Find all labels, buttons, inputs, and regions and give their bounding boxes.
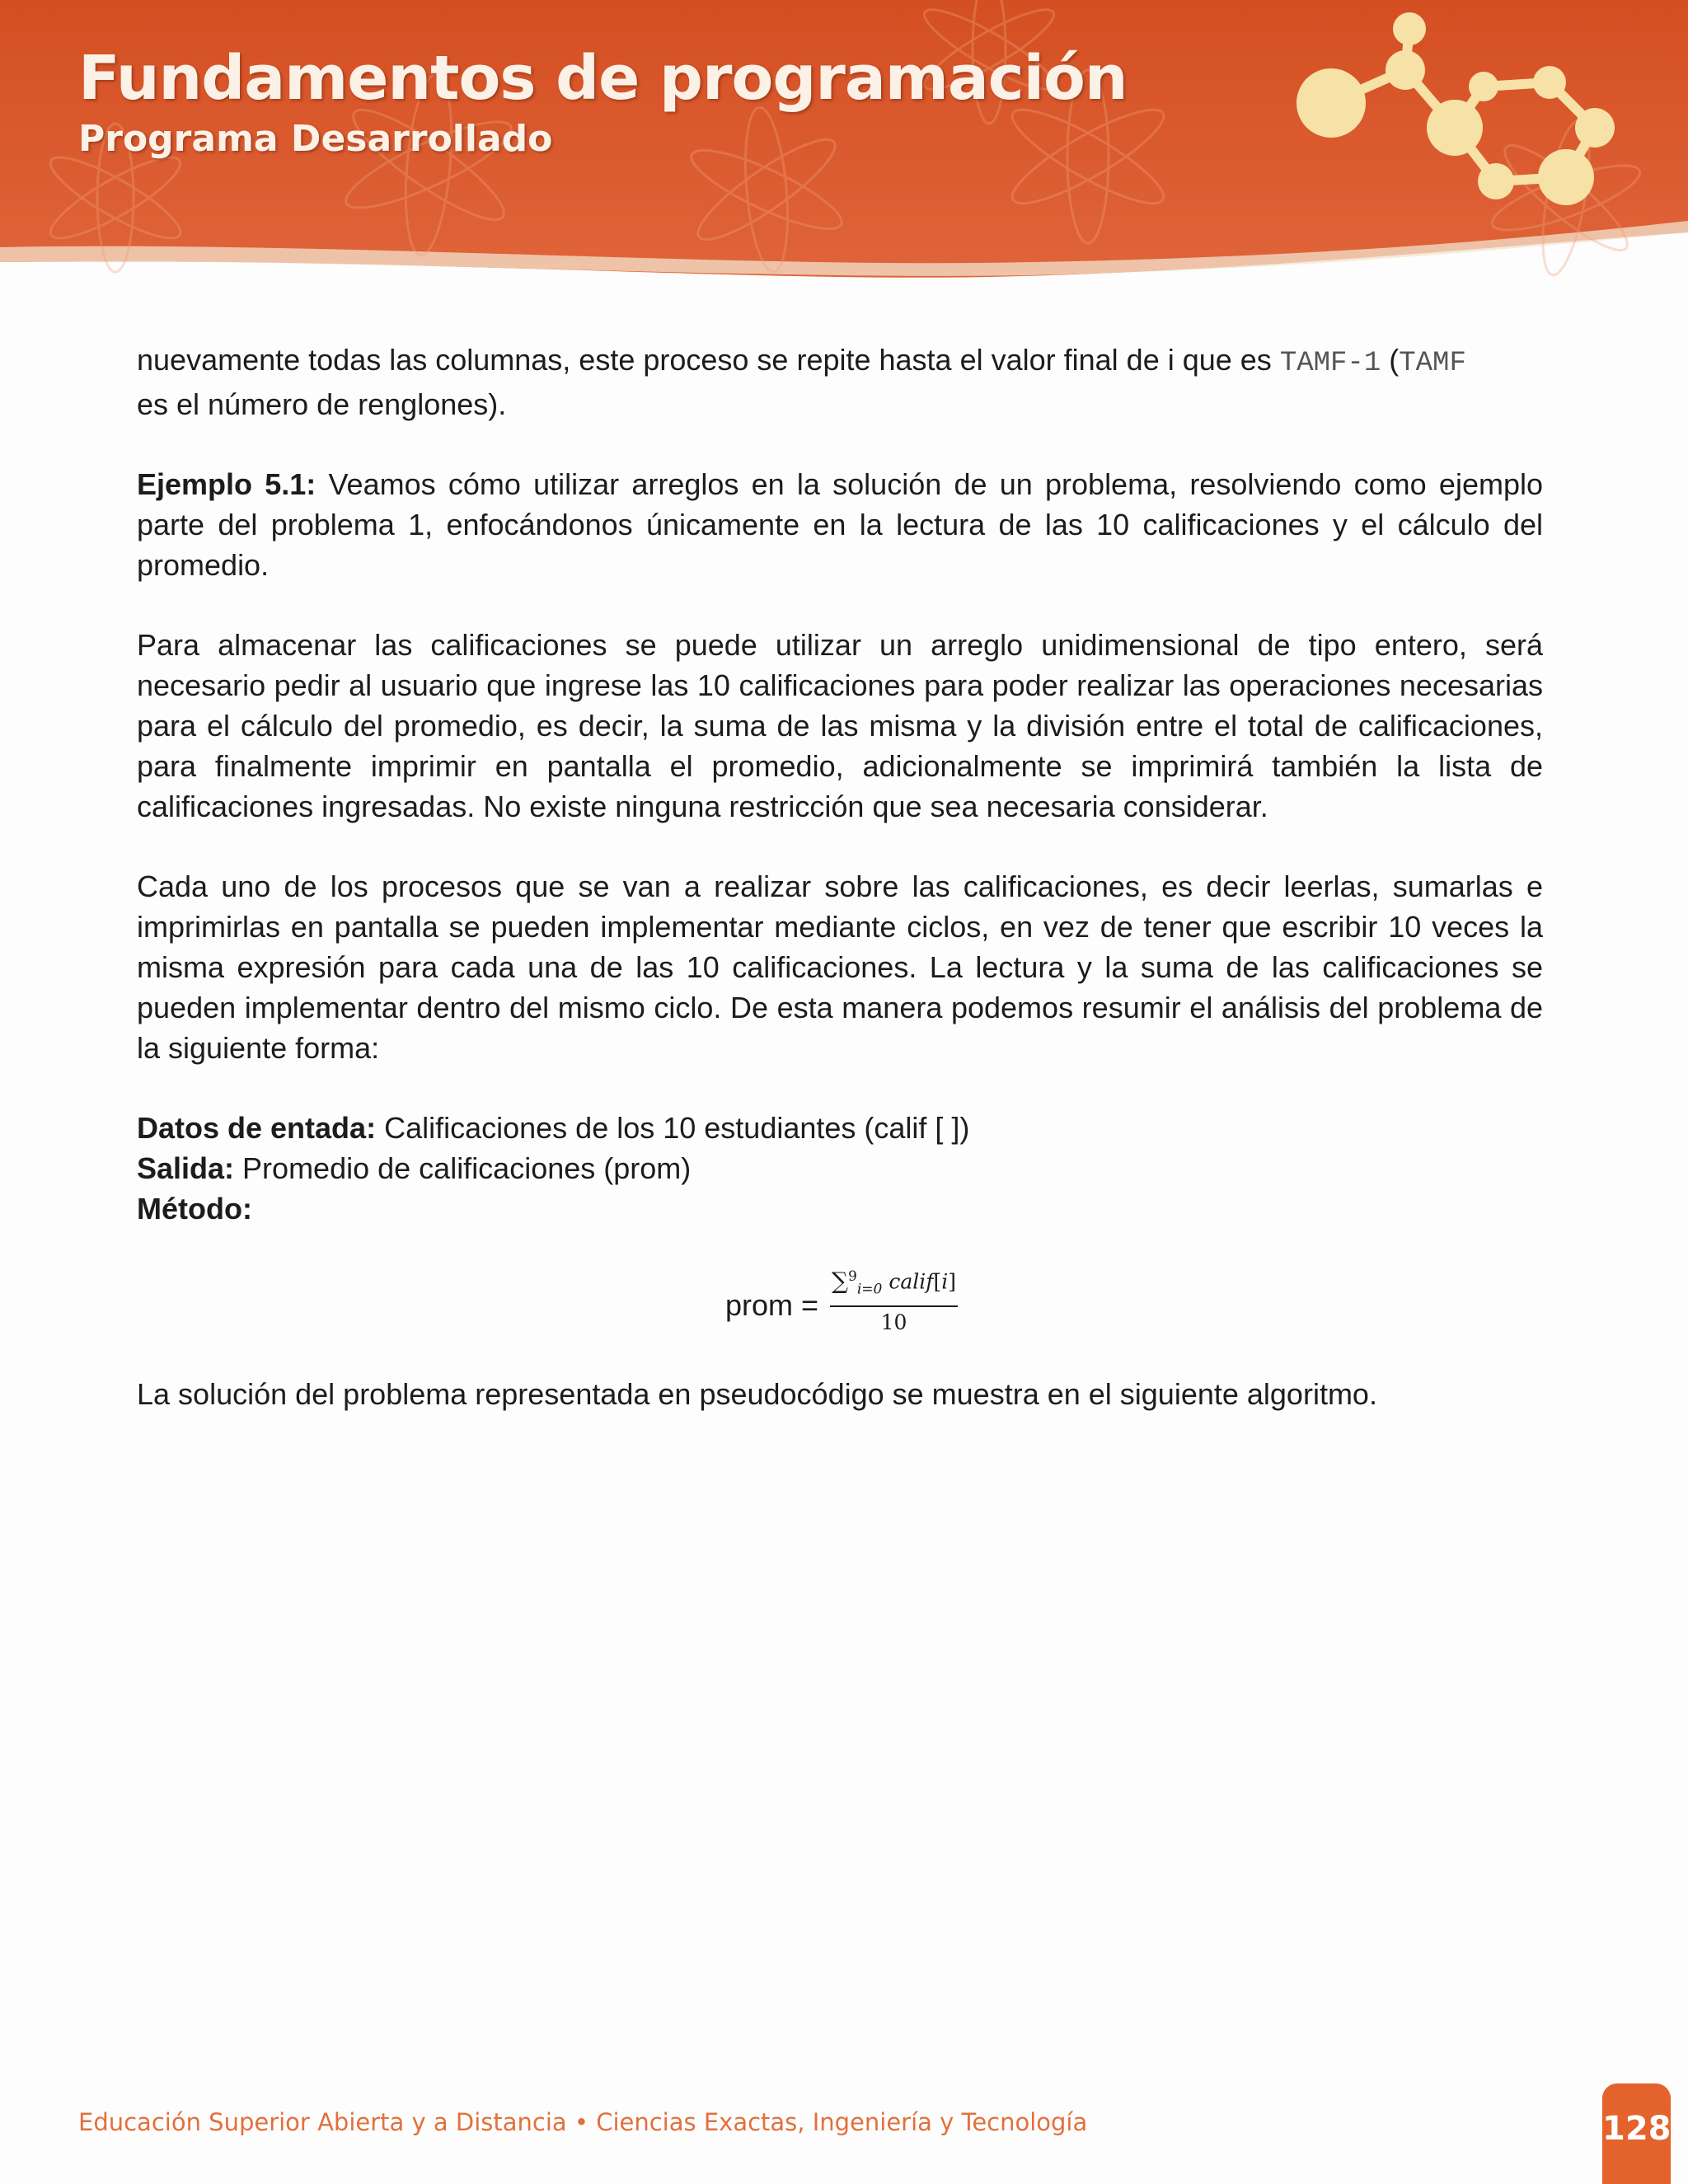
paragraph-text: Veamos cómo utilizar arreglos en la solución de un problema, resolviendo como ejemplo parte del problema 1, enfocándonos únicamente en la lectura de las 10 calificaciones y el cálculo del promedio. — [137, 467, 1543, 582]
page-header — [0, 0, 1688, 297]
paragraph-intro — [137, 340, 1543, 424]
index-var: i — [941, 1269, 949, 1294]
document-title: Fundamentos de programación — [78, 43, 1128, 114]
method-label: Método: — [137, 1192, 252, 1226]
formula-lhs: prom = — [725, 1287, 819, 1322]
formula-denominator: 10 — [880, 1310, 907, 1334]
code-tamf-1: TAMF-1 — [1279, 348, 1381, 379]
paragraph-processes: Cada uno de los procesos que se van a realizar sobre las calificaciones, es decir leerlas, sumarlas e imprimirlas en pantalla se pueden implementar mediante ciclos, en vez de tener que escribir 10 veces la misma expresión para cada una de las 10 calificaciones. La lectura y la suma de las calificaciones se pueden implementar dentro del mismo ciclo. De esta manera podemos resumir el análisis del problema de la siguiente forma: — [137, 869, 1543, 1065]
input-line — [137, 1108, 1543, 1148]
paragraph-storage: Para almacenar las calificaciones se puede utilizar un arreglo unidimensional de tipo entero, será necesario pedir al usuario que ingrese las 10 calificaciones para poder realizar las operaciones necesarias para el cálculo del promedio, es decir, la suma de las misma y la división entre el total de calificaciones, para finalmente imprimir en pantalla el promedio, adicionalmente se imprimirá también la lista de calificaciones ingresadas. No existe ninguna restricción que sea necesaria considerar. — [137, 628, 1543, 823]
average-formula — [137, 1263, 1543, 1346]
page-content — [137, 340, 1543, 1454]
paragraph-text: ( — [1381, 343, 1400, 377]
method-line — [137, 1188, 1543, 1229]
molecule-icon — [1269, 8, 1648, 231]
index-open: [ — [933, 1269, 942, 1294]
sigma-symbol: ∑ — [832, 1267, 849, 1295]
input-label: Datos de entada: — [137, 1111, 377, 1145]
output-label: Salida: — [137, 1151, 235, 1185]
output-text: Promedio de calificaciones (prom) — [234, 1151, 692, 1185]
analysis-block — [137, 1108, 1543, 1229]
code-tamf: TAMF — [1399, 348, 1466, 379]
formula-fraction — [830, 1264, 958, 1334]
sum-upper-limit: 9 — [848, 1268, 857, 1286]
paragraph-text: nuevamente todas las columnas, este proceso se repite hasta el valor final de i que es — [137, 343, 1280, 377]
formula-numerator — [830, 1264, 958, 1306]
paragraph-example — [137, 464, 1543, 585]
example-label: Ejemplo 5.1: — [137, 467, 316, 501]
index-close: ] — [948, 1269, 957, 1294]
paragraph-conclusion: La solución del problema representada en pseudocódigo se muestra en el siguiente algoritmo. — [137, 1377, 1377, 1411]
sum-lower-limit: i=0 — [856, 1281, 883, 1298]
output-line — [137, 1148, 1543, 1188]
sum-term: calif — [889, 1269, 934, 1294]
footer-text: Educación Superior Abierta y a Distancia • Ciencias Exactas, Ingeniería y Tecnología — [78, 2108, 1088, 2136]
paragraph-text: es el número de renglones). — [137, 387, 507, 421]
page-number: 128 — [1602, 2110, 1672, 2148]
document-subtitle: Programa Desarrollado — [78, 118, 553, 160]
input-text: Calificaciones de los 10 estudiantes (calif [ ]) — [376, 1111, 970, 1145]
